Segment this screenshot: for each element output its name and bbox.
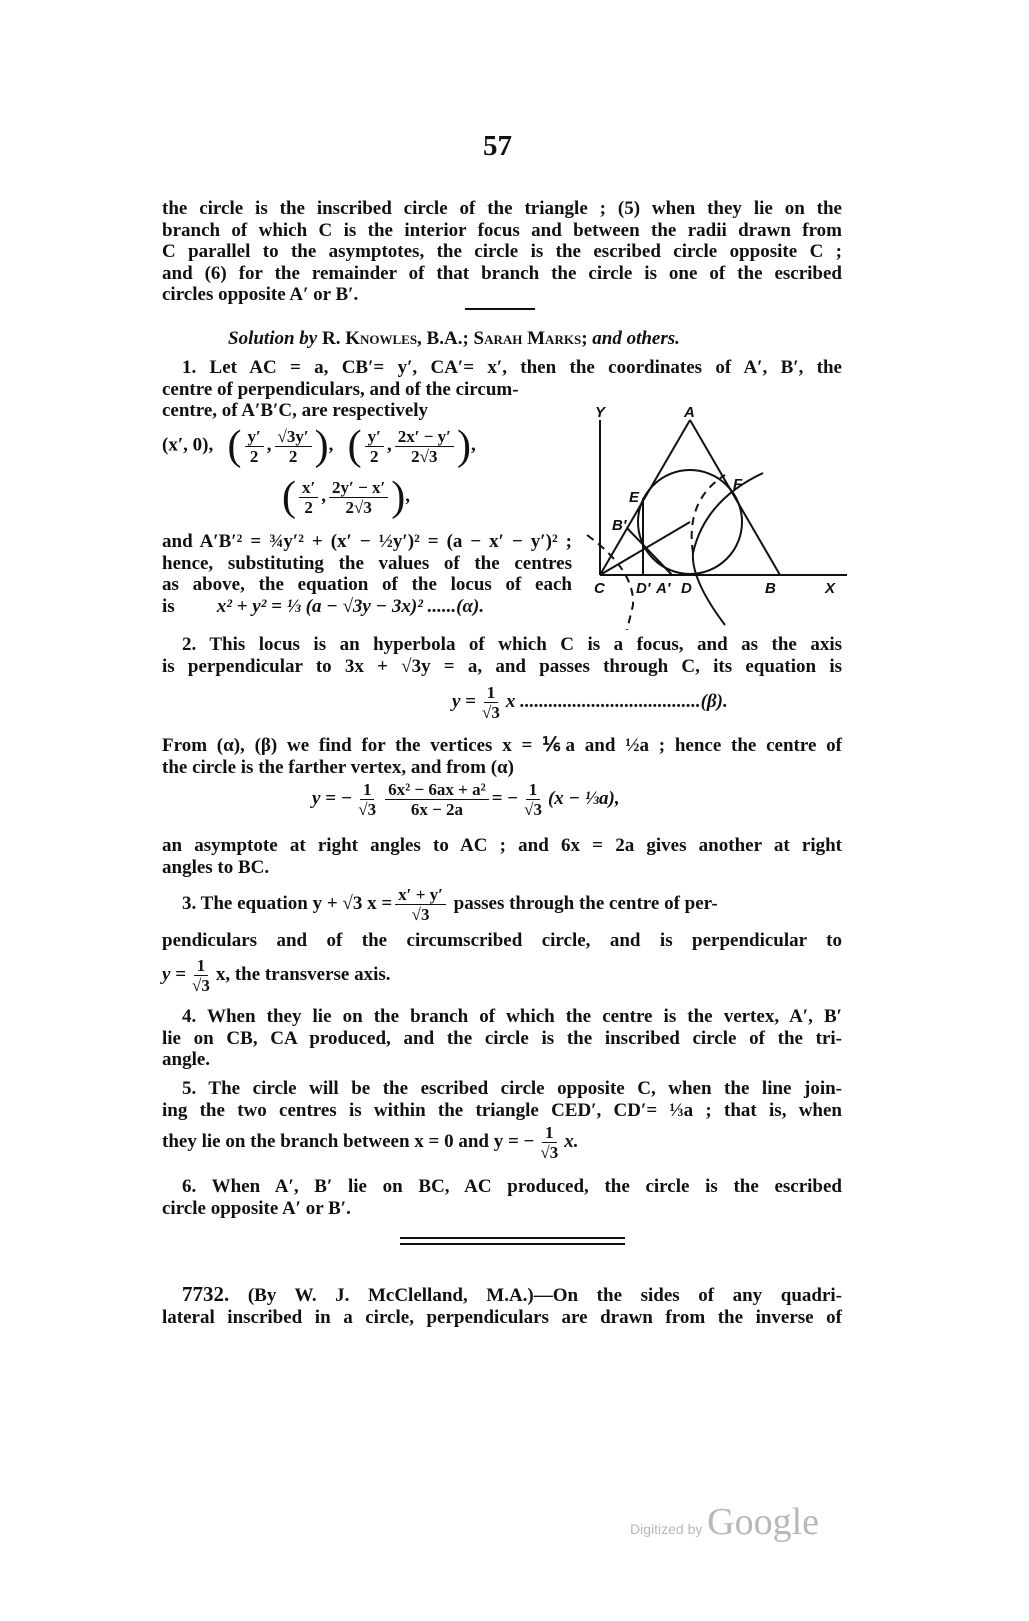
google-logo: Google xyxy=(707,1501,819,1543)
geometry-figure xyxy=(585,405,850,630)
numerator: 1 xyxy=(526,780,541,800)
label-b: B xyxy=(765,580,776,597)
equation-beta xyxy=(452,683,728,722)
denominator: 2 xyxy=(304,497,313,517)
label-e: E xyxy=(629,489,640,506)
solution-heading xyxy=(228,328,680,350)
label-c: C xyxy=(594,580,605,597)
label-y: Y xyxy=(595,405,606,421)
text: passes through the centre of per- xyxy=(448,892,718,914)
item-6 xyxy=(162,1176,842,1219)
denominator: 2 xyxy=(370,446,379,466)
denominator: 2 xyxy=(249,446,259,466)
page-number: 57 xyxy=(483,130,512,162)
text-line: From (α), (β) we find for the vertices x = ⅙a and ½a ; hence the centre of xyxy=(162,735,842,756)
text-line: C parallel to the asymptotes, the circle is the escribed circle opposite C ; xyxy=(162,241,842,262)
numerator: 2x′ − y′ xyxy=(395,427,454,447)
coordinates-row-2: ( $\frac{x'}{2}$ , $\frac{2y' - x'}{2√3}$ ), xyxy=(282,474,411,520)
denominator: √3 xyxy=(482,703,500,722)
text-line: 2. This locus is an hyperbola of which C is a focus, and as the axis xyxy=(182,634,842,655)
denominator: √3 xyxy=(192,976,210,995)
text-line: and A′B′² = ¾y′² + (x′ − ½y′)² = (a − x′ − y′)² ; xyxy=(162,531,572,552)
text-line: 1. Let AC = a, CB′= y′, CA′= x′, then the coordinates of A′, B′, the xyxy=(182,357,842,378)
text-line: angle. xyxy=(162,1049,211,1070)
numerator: x′ + y′ xyxy=(395,885,446,905)
label-d-prime: D′ xyxy=(636,580,651,597)
numerator: x′ xyxy=(299,478,318,498)
item-2-vertices xyxy=(162,735,842,778)
question-7732 xyxy=(162,1284,842,1328)
label-x: X xyxy=(825,580,836,597)
item-1-continued xyxy=(162,531,572,617)
author: Sarah Marks xyxy=(473,328,582,349)
text: 3. The equation y + √3 x = xyxy=(182,892,393,914)
item-3-line-1 xyxy=(182,885,718,924)
text-line: circle opposite A′ or B′. xyxy=(162,1197,351,1219)
numerator: 1 xyxy=(484,683,499,703)
item-5 xyxy=(162,1078,842,1121)
denominator: 2√3 xyxy=(411,446,438,466)
numerator: y′ xyxy=(245,427,264,447)
question-number: 7732. xyxy=(182,1282,230,1306)
text-line: an asymptote at right angles to AC ; and 6x = 2a gives another at right xyxy=(162,835,842,856)
text: y = xyxy=(162,963,187,985)
equation-alpha: x² + y² = ⅓ (a − √3y − 3x)² ......(α). xyxy=(216,595,485,617)
denominator: 2 xyxy=(288,446,298,466)
label-b-prime: B′ xyxy=(612,517,627,534)
watermark-prefix: Digitized by xyxy=(630,1521,703,1537)
numerator: 6x² − 6ax + a² xyxy=(385,780,489,800)
item-5-line-3 xyxy=(162,1123,578,1162)
text-line: the circle is the farther vertex, and from (α) xyxy=(162,756,514,778)
asymptote-equation xyxy=(312,780,620,819)
author: R. Knowles, B.A. xyxy=(321,328,463,349)
coordinates-row-1: (x′, 0), ( $\frac{y'}{2}$ , $\frac{√3y'}{2}$ ), ( $\frac{y'}{2}$ , $\frac{2x' - y'}{2√3}$ ), xyxy=(162,423,476,469)
text: y = − xyxy=(312,787,353,809)
text-line: 6. When A′, B′ lie on BC, AC produced, the circle is the escribed xyxy=(182,1176,842,1197)
text: (x − ⅓a), xyxy=(547,787,620,809)
text: is xyxy=(162,595,175,617)
solution-suffix: and others. xyxy=(592,328,680,349)
text-line: branch of which C is the interior focus and between the radii drawn from xyxy=(162,219,842,241)
denominator: √3 xyxy=(411,905,430,924)
denominator: 6x − 2a xyxy=(410,800,463,819)
item-2 xyxy=(162,634,842,677)
text-line: lie on CB, CA produced, and the circle is the inscribed circle of the tri- xyxy=(162,1027,842,1049)
text-line: 4. When they lie on the branch of which the centre is the vertex, A′, B′ xyxy=(182,1006,842,1027)
digitized-watermark xyxy=(630,1500,819,1544)
text-line: centre of perpendiculars, and of the circum- xyxy=(162,378,519,400)
intro-paragraph xyxy=(162,198,842,306)
text-line: is perpendicular to 3x + √3y = a, and passes through C, its equation is xyxy=(162,655,842,677)
text-line: as above, the equation of the locus of each xyxy=(162,574,572,595)
text: x. xyxy=(564,1130,579,1152)
denominator: √3 xyxy=(358,800,377,819)
denominator: √3 xyxy=(524,800,542,819)
text: they lie on the branch between x = 0 and y = − xyxy=(162,1130,535,1152)
section-rule xyxy=(465,308,535,310)
item-4 xyxy=(162,1006,842,1071)
text-line: the circle is the inscribed circle of the triangle ; (5) when they lie on the xyxy=(162,198,842,219)
numerator: √3y′ xyxy=(275,427,312,447)
text-line: circles opposite A′ or B′. xyxy=(162,284,359,305)
label-d: D xyxy=(681,580,692,597)
double-rule xyxy=(400,1237,625,1245)
numerator: 2y′ − x′ xyxy=(329,478,388,498)
numerator: 1 xyxy=(194,956,209,976)
label-a: A xyxy=(684,405,695,421)
solution-prefix: Solution by xyxy=(228,328,318,349)
numerator: 1 xyxy=(542,1123,557,1143)
text-line: lateral inscribed in a circle, perpendiculars are drawn from the inverse of xyxy=(162,1306,842,1328)
text-line: 5. The circle will be the escribed circle opposite C, when the line join- xyxy=(182,1078,842,1099)
label-f: F xyxy=(733,476,743,493)
text-line: and (6) for the remainder of that branch the circle is one of the escribed xyxy=(162,262,842,284)
separator: ; xyxy=(581,328,588,349)
text-line: pendiculars and of the circumscribed circle, and is perpendicular to xyxy=(162,930,842,951)
text-line: angles to BC. xyxy=(162,856,270,878)
label-a-prime: A′ xyxy=(656,580,671,597)
denominator: √3 xyxy=(540,1143,559,1162)
item-3-line-3 xyxy=(162,956,391,995)
denominator: 2√3 xyxy=(345,497,372,517)
separator: ; xyxy=(462,328,469,349)
item-2-asymptote xyxy=(162,835,842,878)
text-line: hence, substituting the values of the centres xyxy=(162,552,572,574)
text: x, the transverse axis. xyxy=(215,963,391,985)
item-3-line-2 xyxy=(162,930,842,952)
text: x ......................................(β). xyxy=(505,690,728,712)
text: = − xyxy=(491,787,519,809)
numerator: y′ xyxy=(365,427,384,447)
text-line: (By W. J. McClelland, M.A.)—On the sides of any quadri- xyxy=(247,1285,842,1306)
text: y = xyxy=(452,690,477,712)
numerator: 1 xyxy=(360,780,375,800)
text-line: ing the two centres is within the triangle CED′, CD′= ⅓a ; that is, when xyxy=(162,1099,842,1121)
text-line: centre, of A′B′C, are respectively xyxy=(162,400,429,421)
formula: (x′, 0), xyxy=(162,434,214,456)
